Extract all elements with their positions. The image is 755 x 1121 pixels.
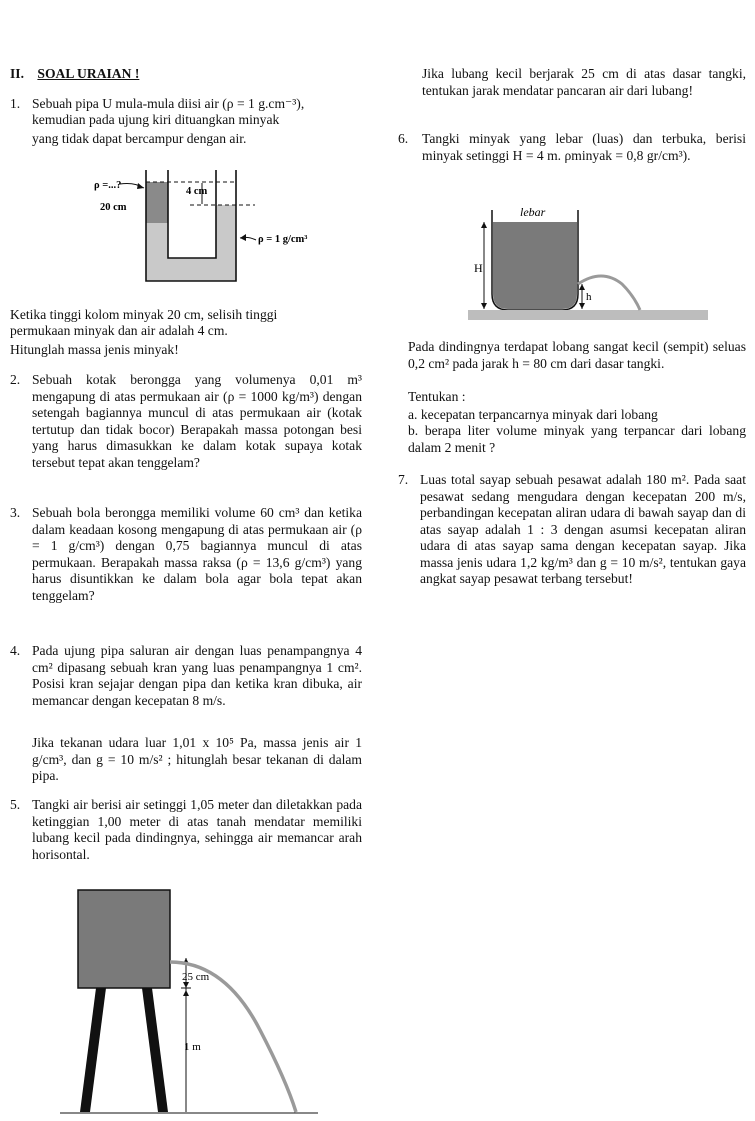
u-tube-figure	[90, 168, 320, 288]
q1-number: 1.	[10, 96, 21, 111]
q6-number: 6.	[398, 131, 409, 146]
oil-height-label: 20 cm	[100, 202, 127, 213]
u-tube-oil	[146, 182, 168, 223]
q7-number: 7.	[398, 472, 409, 487]
tank-height-label: H	[474, 261, 483, 275]
q1-line1: Sebuah pipa U mula-mula diisi air (ρ = 1 g.cm⁻³),	[32, 96, 305, 111]
ground	[468, 310, 708, 320]
oil-density-label: ρ =...?	[94, 180, 122, 191]
q5-text: Tangki air berisi air setinggi 1,05 meter dan diletakkan pada ketinggian 1,00 meter di atas tanah mendatar memiliki lubang kecil pada dindingnya, sehingga air memancar arah horisontal.	[32, 797, 362, 862]
section-heading	[10, 66, 139, 83]
q1-line2: kemudian pada ujung kiri dituangkan minyak	[32, 112, 280, 127]
q7-text: Luas total sayap sebuah pesawat adalah 180 m². Pada saat pesawat sedang mengudara dengan kecepatan 200 m/s, perbandingan kecepatan aliran udara di bawah sayap dan di atas sayap adalah 1 : 3 dengan asumsi kecepatan aliran udara di atas sayap sama dengan kecepatan sayap. Jika massa jenis udara 1,2 kg/m³ dan g = 10 m/s², tentukan gaya angkat sayap pesawat terbang tersebut!	[420, 472, 746, 586]
u-tube-inner	[168, 172, 216, 258]
q6-item-a: a. kecepatan terpancarnya minyak dari lobang	[408, 407, 658, 422]
q6-item-b: b. berapa liter volume minyak yang terpancar dari lobang dalam 2 menit ?	[408, 423, 746, 455]
water-tower-figure	[60, 880, 320, 1118]
height-diff-label: 4 cm	[186, 186, 208, 197]
q1-after3: Hitunglah massa jenis minyak!	[10, 342, 179, 357]
q1-after1: Ketika tinggi kolom minyak 20 cm, selisih tinggi	[10, 307, 278, 322]
tower-leg-right	[142, 988, 168, 1112]
q4-text2: Jika tekanan udara luar 1,01 x 10⁵ Pa, massa jenis air 1 g/cm³, dan g = 10 m/s² ; hitunglah besar tekanan di dalam pipa.	[32, 735, 362, 783]
q2-number: 2.	[10, 372, 21, 387]
u-tube-water-right	[216, 205, 236, 281]
tower-leg-left	[80, 988, 106, 1112]
q2-text: Sebuah kotak berongga yang volumenya 0,01 m³ mengapung di atas permukaan air (ρ = 1000 kg/m³) dengan setengah bagiannya muncul di atas permukaan air (kotak tertutup dan tidak bocor) Berapakah massa potongan besi yang harus dimasukkan ke dalam kotak supaya kotak tersebut tepat akan tenggelam?	[32, 372, 362, 470]
q5-number: 5.	[10, 797, 21, 812]
q1-after2: permukaan minyak dan air adalah 4 cm.	[10, 323, 228, 338]
hole-height-label: 25 cm	[182, 971, 210, 983]
q3-number: 3.	[10, 505, 21, 520]
q3-text: Sebuah bola berongga memiliki volume 60 cm³ dan ketika dalam keadaan kosong mengapung di atas permukaan air (ρ = 1 g/cm³) dengan 0,75 bagiannya muncul di atas permukaan. Berapakah massa raksa (ρ = 13,6 g/cm³) yang harus disuntikkan ke dalam bola agar bola tepat akan tenggelam?	[32, 505, 362, 603]
water-density-label: ρ = 1 g/cm³	[258, 234, 308, 245]
section-roman: II.	[10, 66, 24, 81]
water-jet	[170, 962, 296, 1112]
oil-tank-fill	[493, 222, 577, 309]
q4-text1: Pada ujung pipa saluran air dengan luas penampangnya 4 cm² dipasang sebuah kran yang luas penampangnya 1 cm². Posisi kran sejajar dengan pipa dan ketika kran dibuka, air memancar dengan kecepatan 8 m/s.	[32, 643, 362, 708]
q5-continuation: Jika lubang kecil berjarak 25 cm di atas dasar tangki, tentukan jarak mendatar pancaran air dari lubang!	[422, 66, 746, 98]
section-title: SOAL URAIAN !	[37, 66, 140, 81]
tower-height-label: 1 m	[184, 1041, 201, 1053]
tank-width-label: lebar	[520, 205, 546, 219]
q6-tentukan: Tentukan :	[408, 389, 466, 404]
q6-text: Tangki minyak yang lebar (luas) dan terbuka, berisi minyak setinggi H = 4 m. ρminyak = 0,8 gr/cm³).	[422, 131, 746, 163]
water-tank	[78, 890, 170, 988]
hole-height-label: h	[586, 291, 592, 303]
q4-number: 4.	[10, 643, 21, 658]
q6-after: Pada dindingnya terdapat lobang sangat kecil (sempit) seluas 0,2 cm² pada jarak h = 80 cm dari dasar tangki.	[408, 339, 746, 371]
oil-tank-figure	[462, 198, 712, 328]
q1-line3: yang tidak dapat bercampur dengan air.	[32, 131, 247, 146]
